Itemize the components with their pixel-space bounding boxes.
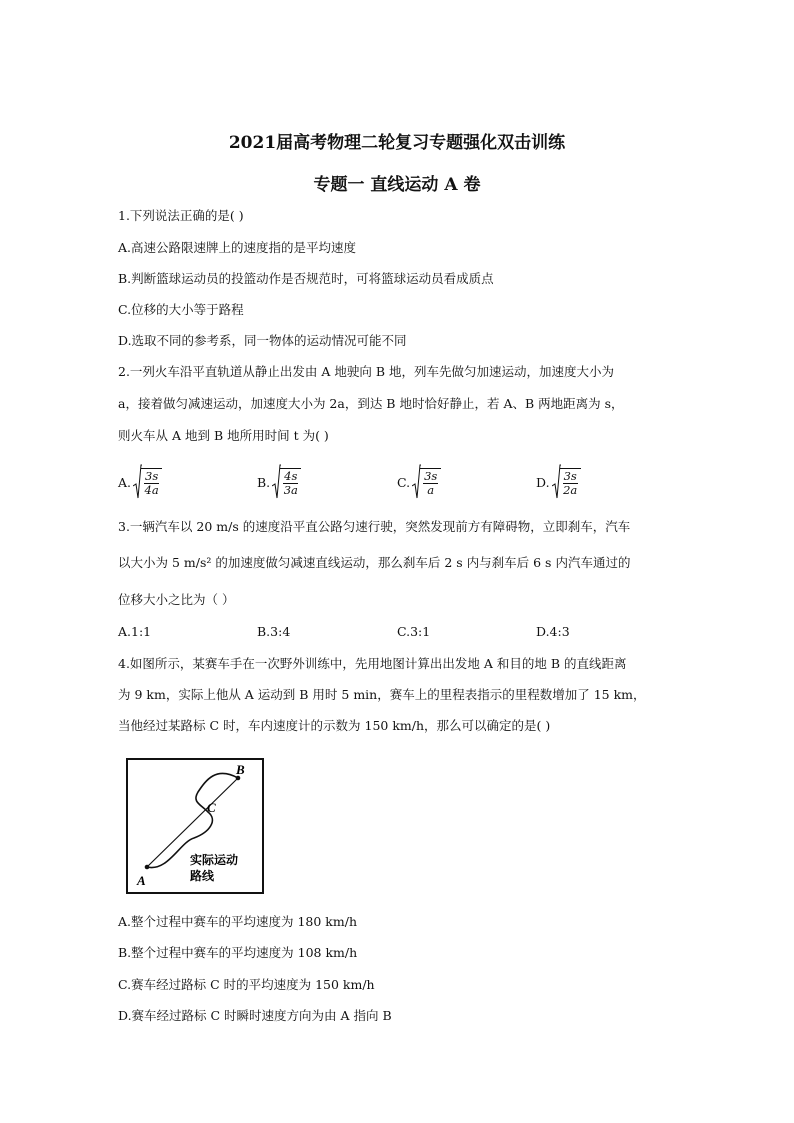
sqrt-icon bbox=[133, 464, 162, 500]
point-a-dot bbox=[145, 865, 150, 870]
q1-option-a: A.高速公路限速牌上的速度指的是平均速度 bbox=[118, 240, 357, 255]
route-figure bbox=[126, 758, 264, 894]
q2-option-a-label: A. bbox=[118, 474, 132, 490]
q1-stem: 1.下列说法正确的是( ) bbox=[118, 208, 244, 223]
q4-option-a: A.整个过程中赛车的平均速度为 180 km/h bbox=[118, 914, 357, 929]
q3-stem-line-1: 3.一辆汽车以 20 m/s 的速度沿平直公路匀速行驶，突然发现前方有障碍物，立即刹车，汽车 bbox=[118, 519, 631, 534]
sqrt-icon bbox=[412, 464, 441, 500]
q2-option-b-numerator: 4s bbox=[284, 468, 298, 483]
label-b: B bbox=[236, 762, 245, 777]
q1-option-d: D.选取不同的参考系，同一物体的运动情况可能不同 bbox=[118, 333, 407, 348]
q3-option-b: B.3:4 bbox=[257, 624, 291, 639]
q2-stem-line-3: 则火车从 A 地到 B 地所用时间 t 为( ) bbox=[118, 428, 329, 443]
q2-option-d-denominator: 2a bbox=[563, 482, 578, 497]
path-label-line-1: 实际运动 bbox=[190, 853, 239, 867]
q1-option-b: B.判断篮球运动员的投篮动作是否规范时，可将篮球运动员看成质点 bbox=[118, 271, 494, 286]
q3-option-c: C.3:1 bbox=[397, 624, 431, 639]
q2-option-a bbox=[118, 460, 162, 504]
label-a: A bbox=[137, 873, 146, 888]
q4-option-d: D.赛车经过路标 C 时瞬时速度方向为由 A 指向 B bbox=[118, 1008, 392, 1023]
q2-option-b-label: B. bbox=[257, 474, 271, 490]
q2-option-c bbox=[397, 460, 441, 504]
q2-option-b bbox=[257, 460, 301, 504]
q2-option-b-denominator: 3a bbox=[283, 482, 298, 497]
route-diagram bbox=[128, 760, 262, 892]
q3-stem-line-3: 位移大小之比为（ ） bbox=[118, 592, 235, 607]
label-c: C bbox=[207, 800, 216, 815]
q3-option-d: D.4:3 bbox=[536, 624, 570, 639]
q2-stem-line-1: 2.一列火车沿平直轨道从静止出发由 A 地驶向 B 地，列车先做匀加速运动，加速度大小为 bbox=[118, 364, 615, 379]
q2-option-a-numerator: 3s bbox=[145, 468, 159, 483]
sqrt-icon bbox=[272, 464, 301, 500]
path-label-line-2: 路线 bbox=[190, 869, 215, 883]
document-title: 2021届高考物理二轮复习专题强化双击训练 bbox=[228, 133, 566, 153]
q4-option-b: B.整个过程中赛车的平均速度为 108 km/h bbox=[118, 945, 358, 960]
q2-option-d-numerator: 3s bbox=[563, 468, 577, 483]
q1-option-c: C.位移的大小等于路程 bbox=[118, 302, 244, 317]
q2-option-c-denominator: a bbox=[427, 482, 435, 497]
q2-option-c-numerator: 3s bbox=[424, 468, 438, 483]
document-subtitle: 专题一 直线运动 A 卷 bbox=[313, 175, 481, 195]
q2-option-a-denominator: 4a bbox=[144, 482, 159, 497]
q2-option-c-label: C. bbox=[397, 474, 411, 490]
q2-stem-line-2: a，接着做匀减速运动，加速度大小为 2a，到达 B 地时恰好静止，若 A、B 两地距离为 s， bbox=[118, 396, 624, 411]
q3-stem-line-2: 以大小为 5 m/s² 的加速度做匀减速直线运动，那么刹车后 2 s 内与刹车后 6 s 内汽车通过的 bbox=[118, 555, 631, 570]
q4-stem-line-1: 4.如图所示，某赛车手在一次野外训练中，先用地图计算出出发地 A 和目的地 B 的直线距离 bbox=[118, 656, 627, 671]
sqrt-icon bbox=[552, 464, 581, 500]
q2-option-d-label: D. bbox=[536, 474, 550, 490]
q4-stem-line-2: 为 9 km，实际上他从 A 运动到 B 用时 5 min，赛车上的里程表指示的里程数增加了 15 km， bbox=[118, 687, 646, 702]
q2-option-d bbox=[536, 460, 581, 504]
q3-option-a: A.1:1 bbox=[118, 624, 152, 639]
q4-stem-line-3: 当他经过某路标 C 时，车内速度计的示数为 150 km/h，那么可以确定的是( ) bbox=[118, 718, 551, 733]
q4-option-c: C.赛车经过路标 C 时的平均速度为 150 km/h bbox=[118, 977, 375, 992]
